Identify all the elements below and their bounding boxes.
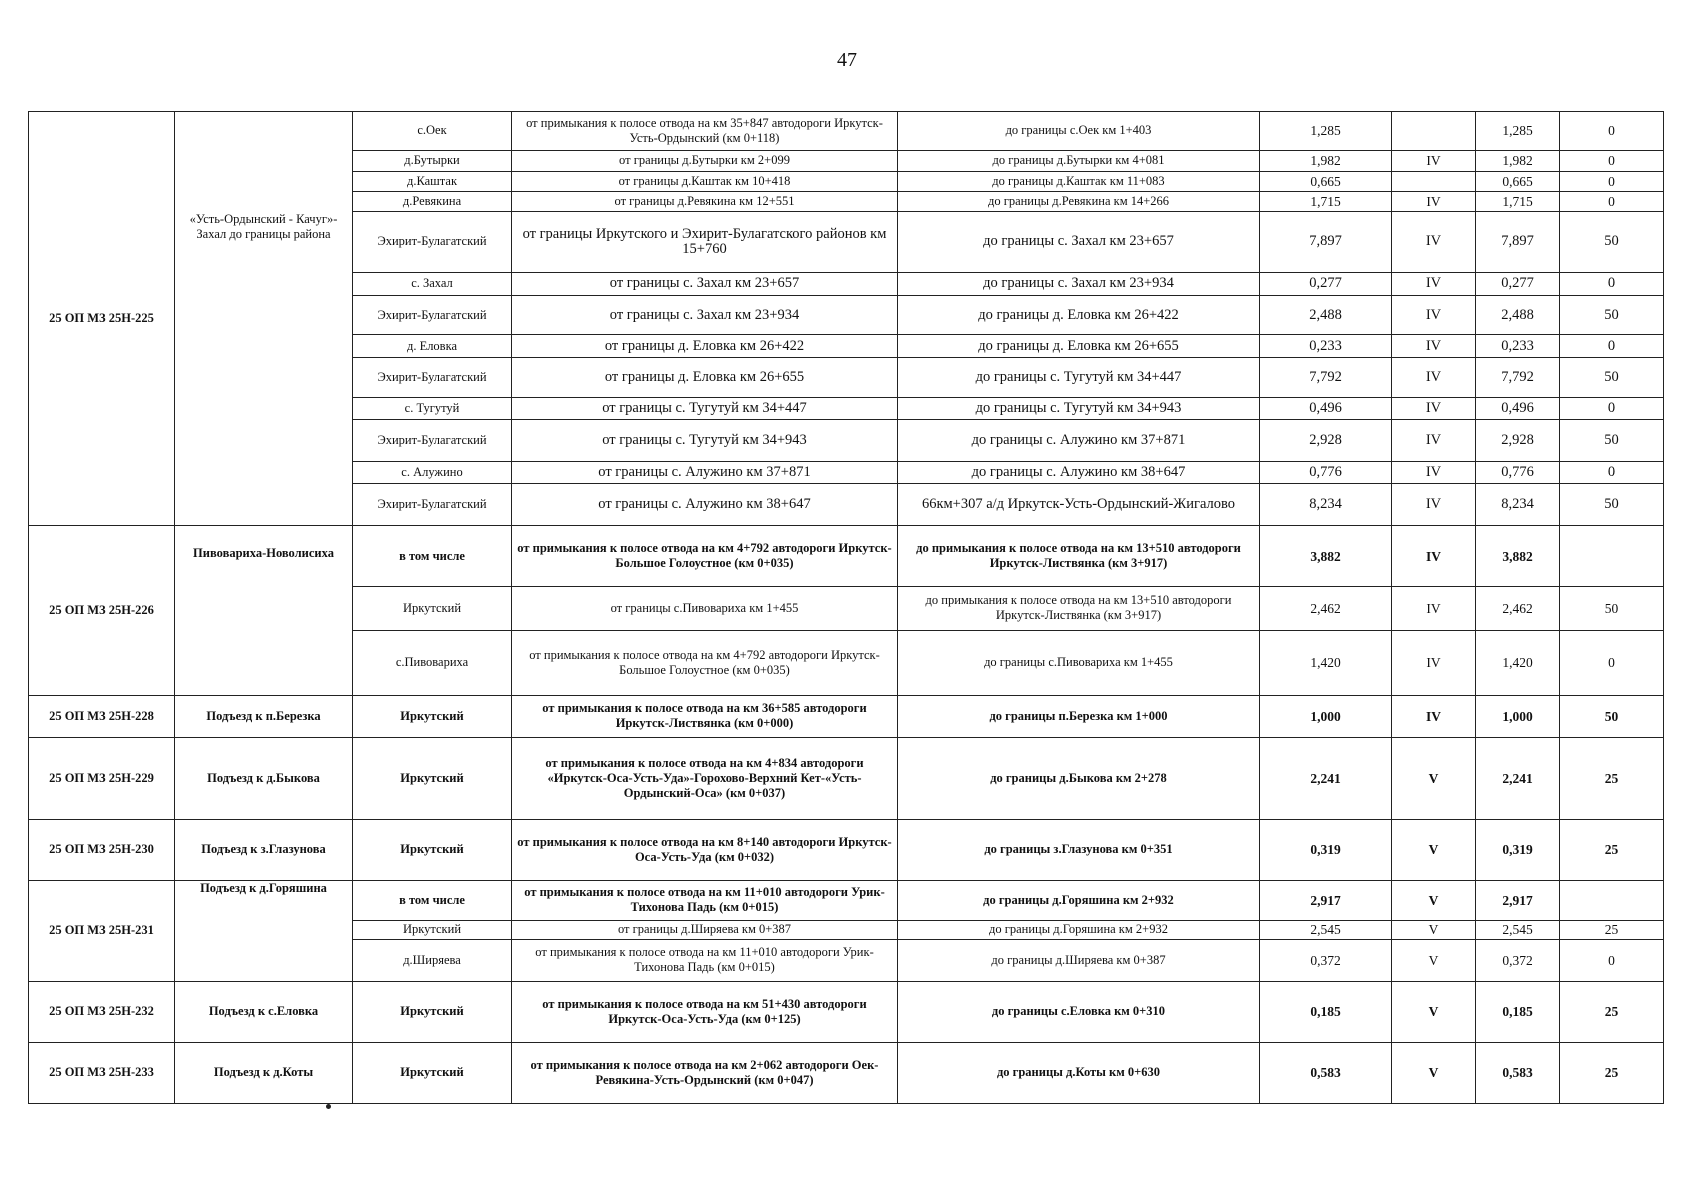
cell-length-total: 2,545 [1476, 920, 1560, 939]
cell-locality: Эхирит-Булагатский [353, 420, 512, 462]
cell-value [1560, 526, 1664, 587]
cell-locality: Иркутский [353, 819, 512, 880]
cell-from: от примыкания к полосе отвода на км 4+792 автодороги Иркутск-Большое Голоустное (км 0+035) [512, 526, 898, 587]
cell-to: до границы д.Каштак км 11+083 [898, 171, 1260, 191]
cell-length: 7,792 [1260, 358, 1392, 398]
cell-category [1392, 171, 1476, 191]
table-row [29, 819, 1664, 880]
road-name-cell: Подъезд к д.Быкова [175, 737, 353, 819]
road-name-cell: Подъезд к п.Березка [175, 695, 353, 737]
cell-locality: д.Ревякина [353, 191, 512, 211]
cell-locality: Иркутский [353, 737, 512, 819]
road-code-cell: 25 ОП МЗ 25Н-233 [29, 1042, 175, 1103]
cell-to: до примыкания к полосе отвода на км 13+510 автодороги Иркутск-Листвянка (км 3+917) [898, 526, 1260, 587]
cell-length-total: 2,488 [1476, 296, 1560, 335]
cell-length: 1,715 [1260, 191, 1392, 211]
cell-from: от границы с. Тугутуй км 34+943 [512, 420, 898, 462]
cell-to: до границы с. Захал км 23+657 [898, 211, 1260, 272]
road-name-cell: Подъезд к д.Коты [175, 1042, 353, 1103]
cell-from: от границы с. Алужино км 38+647 [512, 484, 898, 526]
page-number: 47 [837, 49, 857, 71]
cell-category: V [1392, 920, 1476, 939]
cell-locality: с. Тугутуй [353, 398, 512, 420]
cell-category: V [1392, 1042, 1476, 1103]
cell-category: IV [1392, 587, 1476, 630]
cell-value: 25 [1560, 1042, 1664, 1103]
cell-length: 1,285 [1260, 112, 1392, 151]
cell-from: от границы с. Захал км 23+934 [512, 296, 898, 335]
stray-dot-mark [326, 1104, 331, 1109]
road-code-cell: 25 ОП МЗ 25Н-226 [29, 526, 175, 695]
cell-from: от границы Иркутского и Эхирит-Булагатского районов км 15+760 [512, 211, 898, 272]
cell-length-total: 0,372 [1476, 939, 1560, 981]
cell-to: до границы д.Ширяева км 0+387 [898, 939, 1260, 981]
cell-category: V [1392, 819, 1476, 880]
cell-length: 2,917 [1260, 880, 1392, 920]
table-row [29, 112, 1664, 151]
cell-length-total: 1,715 [1476, 191, 1560, 211]
cell-locality: Эхирит-Булагатский [353, 358, 512, 398]
cell-length: 1,420 [1260, 630, 1392, 695]
cell-value: 0 [1560, 112, 1664, 151]
cell-to: до границы с.Оек км 1+403 [898, 112, 1260, 151]
roads-table [28, 111, 1664, 1104]
cell-length: 0,665 [1260, 171, 1392, 191]
cell-from: от границы д. Еловка км 26+422 [512, 334, 898, 357]
cell-value: 0 [1560, 334, 1664, 357]
cell-length-total: 0,583 [1476, 1042, 1560, 1103]
cell-length-total: 1,000 [1476, 695, 1560, 737]
road-code-cell: 25 ОП МЗ 25Н-228 [29, 695, 175, 737]
cell-length: 2,488 [1260, 296, 1392, 335]
cell-length-total: 2,917 [1476, 880, 1560, 920]
cell-from: от примыкания к полосе отвода на км 11+010 автодороги Урик-Тихонова Падь (км 0+015) [512, 939, 898, 981]
cell-value: 50 [1560, 695, 1664, 737]
road-code-cell: 25 ОП МЗ 25Н-232 [29, 981, 175, 1042]
cell-locality: Иркутский [353, 920, 512, 939]
cell-length: 0,496 [1260, 398, 1392, 420]
cell-from: от границы с. Алужино км 37+871 [512, 462, 898, 484]
cell-category: IV [1392, 296, 1476, 335]
cell-from: от примыкания к полосе отвода на км 35+847 автодороги Иркутск-Усть-Ордынский (км 0+118) [512, 112, 898, 151]
cell-from: от границы д.Ревякина км 12+551 [512, 191, 898, 211]
cell-to: до границы д. Еловка км 26+655 [898, 334, 1260, 357]
cell-locality: Иркутский [353, 587, 512, 630]
cell-from: от примыкания к полосе отвода на км 36+585 автодороги Иркутск-Листвянка (км 0+000) [512, 695, 898, 737]
road-name-cell: Подъезд к д.Горяшина [175, 880, 353, 981]
cell-locality: д.Каштак [353, 171, 512, 191]
road-name-cell: «Усть-Ордынский - Качуг»-Захал до границы района [175, 112, 353, 526]
cell-value: 50 [1560, 484, 1664, 526]
cell-locality: Иркутский [353, 1042, 512, 1103]
cell-value: 0 [1560, 150, 1664, 171]
cell-length-total: 0,185 [1476, 981, 1560, 1042]
cell-length-total: 2,241 [1476, 737, 1560, 819]
cell-from: от границы д.Каштак км 10+418 [512, 171, 898, 191]
cell-to: до границы с. Алужино км 37+871 [898, 420, 1260, 462]
cell-length: 2,928 [1260, 420, 1392, 462]
cell-value: 0 [1560, 939, 1664, 981]
table-row [29, 1042, 1664, 1103]
cell-from: от границы д.Ширяева км 0+387 [512, 920, 898, 939]
cell-value: 50 [1560, 211, 1664, 272]
cell-length-total: 7,792 [1476, 358, 1560, 398]
cell-from: от примыкания к полосе отвода на км 4+834 автодороги «Иркутск-Оса-Усть-Уда»-Горохово-Верхний Кет-«Усть-Ордынский-Оса» (км 0+037) [512, 737, 898, 819]
cell-value: 0 [1560, 171, 1664, 191]
table-row [29, 526, 1664, 587]
cell-to: до границы д.Ревякина км 14+266 [898, 191, 1260, 211]
cell-value: 25 [1560, 737, 1664, 819]
cell-category: V [1392, 981, 1476, 1042]
table-row [29, 695, 1664, 737]
cell-length-total: 1,285 [1476, 112, 1560, 151]
road-code-cell: 25 ОП МЗ 25Н-230 [29, 819, 175, 880]
cell-locality: д.Ширяева [353, 939, 512, 981]
cell-to: до примыкания к полосе отвода на км 13+510 автодороги Иркутск-Листвянка (км 3+917) [898, 587, 1260, 630]
cell-value: 0 [1560, 272, 1664, 295]
cell-category [1392, 112, 1476, 151]
road-name-cell: Подъезд к с.Еловка [175, 981, 353, 1042]
cell-locality: с. Алужино [353, 462, 512, 484]
cell-value: 0 [1560, 191, 1664, 211]
cell-value: 50 [1560, 420, 1664, 462]
cell-length: 0,776 [1260, 462, 1392, 484]
cell-value: 50 [1560, 587, 1664, 630]
cell-value: 0 [1560, 398, 1664, 420]
road-code-cell: 25 ОП МЗ 25Н-225 [29, 112, 175, 526]
cell-category: IV [1392, 630, 1476, 695]
cell-value: 25 [1560, 819, 1664, 880]
cell-from: от примыкания к полосе отвода на км 4+792 автодороги Иркутск-Большое Голоустное (км 0+035) [512, 630, 898, 695]
cell-length: 0,372 [1260, 939, 1392, 981]
cell-category: IV [1392, 334, 1476, 357]
roads-table-body [29, 112, 1664, 1104]
cell-length: 2,545 [1260, 920, 1392, 939]
cell-locality: в том числе [353, 880, 512, 920]
cell-length: 2,462 [1260, 587, 1392, 630]
road-name-cell: Подъезд к з.Глазунова [175, 819, 353, 880]
cell-to: до границы с.Еловка км 0+310 [898, 981, 1260, 1042]
cell-length: 1,982 [1260, 150, 1392, 171]
table-row [29, 737, 1664, 819]
cell-length: 0,233 [1260, 334, 1392, 357]
cell-to: до границы с. Алужино км 38+647 [898, 462, 1260, 484]
cell-to: до границы с. Тугутуй км 34+447 [898, 358, 1260, 398]
cell-to: 66км+307 а/д Иркутск-Усть-Ордынский-Жигалово [898, 484, 1260, 526]
cell-to: до границы з.Глазунова км 0+351 [898, 819, 1260, 880]
cell-from: от границы с.Пивовариха км 1+455 [512, 587, 898, 630]
cell-value: 25 [1560, 920, 1664, 939]
cell-to: до границы п.Березка км 1+000 [898, 695, 1260, 737]
cell-category: V [1392, 737, 1476, 819]
cell-length-total: 7,897 [1476, 211, 1560, 272]
cell-category: V [1392, 939, 1476, 981]
table-row [29, 880, 1664, 920]
cell-length-total: 0,277 [1476, 272, 1560, 295]
cell-value: 50 [1560, 296, 1664, 335]
cell-category: IV [1392, 398, 1476, 420]
cell-category: IV [1392, 462, 1476, 484]
cell-category: V [1392, 880, 1476, 920]
cell-value: 25 [1560, 981, 1664, 1042]
road-code-cell: 25 ОП МЗ 25Н-231 [29, 880, 175, 981]
cell-value: 0 [1560, 462, 1664, 484]
road-name-cell: Пивовариха-Новолисиха [175, 526, 353, 695]
cell-locality: Эхирит-Булагатский [353, 296, 512, 335]
cell-length: 1,000 [1260, 695, 1392, 737]
road-code-cell: 25 ОП МЗ 25Н-229 [29, 737, 175, 819]
cell-value: 50 [1560, 358, 1664, 398]
cell-category: IV [1392, 526, 1476, 587]
cell-category: IV [1392, 150, 1476, 171]
cell-from: от примыкания к полосе отвода на км 51+430 автодороги Иркутск-Оса-Усть-Уда (км 0+125) [512, 981, 898, 1042]
cell-length-total: 2,928 [1476, 420, 1560, 462]
cell-length: 8,234 [1260, 484, 1392, 526]
cell-locality: с.Оек [353, 112, 512, 151]
cell-from: от границы д. Еловка км 26+655 [512, 358, 898, 398]
cell-length-total: 0,233 [1476, 334, 1560, 357]
table-row [29, 981, 1664, 1042]
cell-to: до границы д. Еловка км 26+422 [898, 296, 1260, 335]
cell-length: 0,185 [1260, 981, 1392, 1042]
cell-locality: д. Еловка [353, 334, 512, 357]
cell-from: от границы с. Тугутуй км 34+447 [512, 398, 898, 420]
cell-to: до границы с. Захал км 23+934 [898, 272, 1260, 295]
cell-category: IV [1392, 358, 1476, 398]
cell-value: 0 [1560, 630, 1664, 695]
cell-to: до границы д.Горяшина км 2+932 [898, 880, 1260, 920]
cell-length-total: 0,496 [1476, 398, 1560, 420]
cell-to: до границы с.Пивовариха км 1+455 [898, 630, 1260, 695]
cell-length-total: 3,882 [1476, 526, 1560, 587]
cell-to: до границы д.Горяшина км 2+932 [898, 920, 1260, 939]
cell-to: до границы с. Тугутуй км 34+943 [898, 398, 1260, 420]
cell-category: IV [1392, 420, 1476, 462]
cell-category: IV [1392, 272, 1476, 295]
cell-category: IV [1392, 211, 1476, 272]
cell-locality: в том числе [353, 526, 512, 587]
cell-length-total: 8,234 [1476, 484, 1560, 526]
cell-value [1560, 880, 1664, 920]
cell-length: 0,277 [1260, 272, 1392, 295]
cell-to: до границы д.Быкова км 2+278 [898, 737, 1260, 819]
cell-to: до границы д.Бутырки км 4+081 [898, 150, 1260, 171]
cell-category: IV [1392, 484, 1476, 526]
cell-length: 7,897 [1260, 211, 1392, 272]
cell-length: 0,319 [1260, 819, 1392, 880]
cell-locality: Эхирит-Булагатский [353, 211, 512, 272]
cell-length: 2,241 [1260, 737, 1392, 819]
cell-length-total: 2,462 [1476, 587, 1560, 630]
cell-from: от примыкания к полосе отвода на км 11+010 автодороги Урик-Тихонова Падь (км 0+015) [512, 880, 898, 920]
cell-from: от границы д.Бутырки км 2+099 [512, 150, 898, 171]
cell-from: от примыкания к полосе отвода на км 8+140 автодороги Иркутск-Оса-Усть-Уда (км 0+032) [512, 819, 898, 880]
cell-length: 3,882 [1260, 526, 1392, 587]
cell-length-total: 1,982 [1476, 150, 1560, 171]
cell-locality: с.Пивовариха [353, 630, 512, 695]
cell-locality: Эхирит-Булагатский [353, 484, 512, 526]
cell-locality: д.Бутырки [353, 150, 512, 171]
cell-locality: Иркутский [353, 981, 512, 1042]
cell-length-total: 0,665 [1476, 171, 1560, 191]
cell-length-total: 1,420 [1476, 630, 1560, 695]
cell-length: 0,583 [1260, 1042, 1392, 1103]
cell-locality: Иркутский [353, 695, 512, 737]
cell-category: IV [1392, 695, 1476, 737]
cell-from: от границы с. Захал км 23+657 [512, 272, 898, 295]
cell-locality: с. Захал [353, 272, 512, 295]
cell-length-total: 0,776 [1476, 462, 1560, 484]
cell-to: до границы д.Коты км 0+630 [898, 1042, 1260, 1103]
cell-from: от примыкания к полосе отвода на км 2+062 автодороги Оек-Ревякина-Усть-Ордынский (км 0+047) [512, 1042, 898, 1103]
cell-length-total: 0,319 [1476, 819, 1560, 880]
cell-category: IV [1392, 191, 1476, 211]
